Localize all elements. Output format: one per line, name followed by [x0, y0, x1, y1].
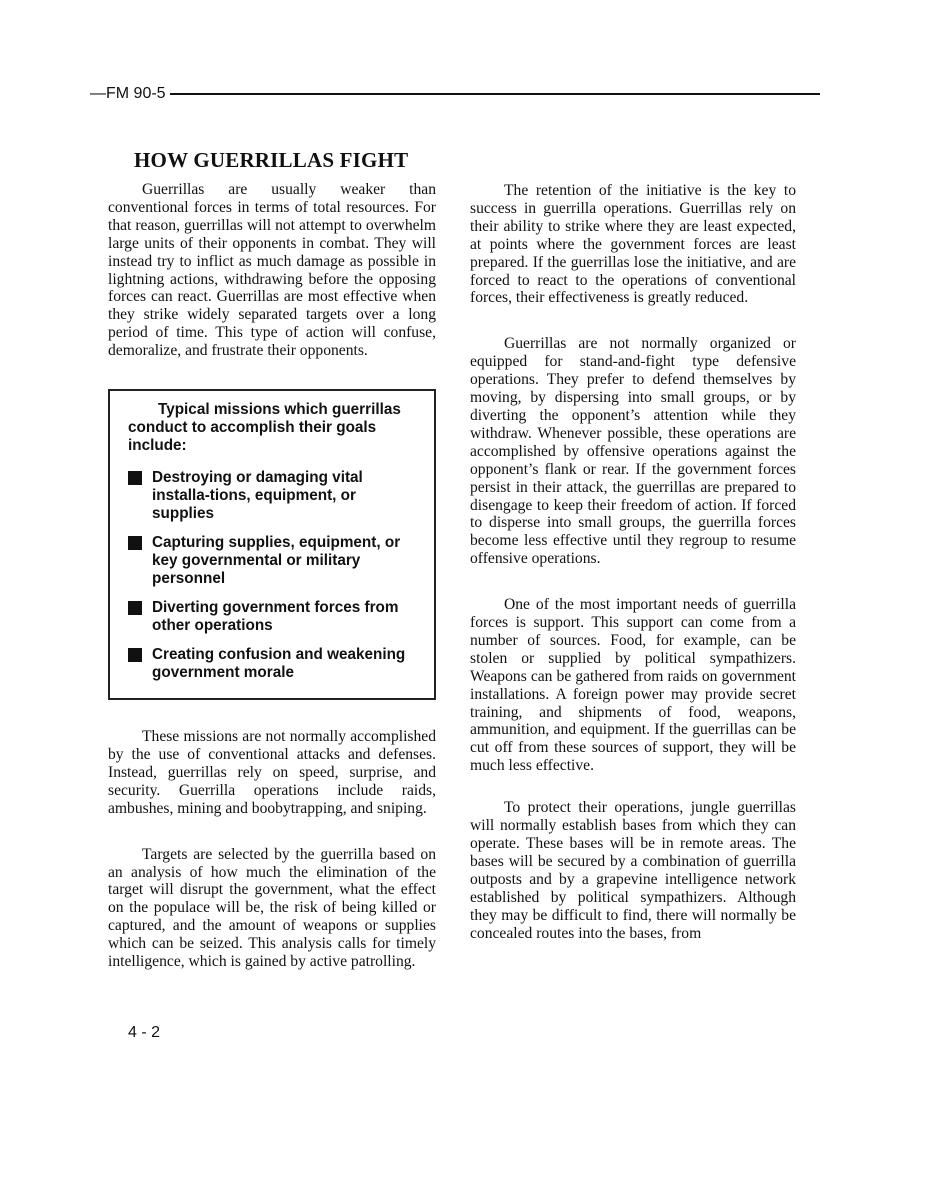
- square-bullet-icon: [128, 536, 142, 550]
- list-item-text: Capturing supplies, equipment, or key governmental or military personnel: [152, 534, 401, 588]
- right-paragraph-3: One of the most important needs of guerrilla forces is support. This support can come from a number of sources. Food, for example, can be stolen or supplied by political sympathizers. Weapons can be gathered from raids on government installations. A foreign power may provide secret training, and shipments of food, weapons, ammunition, and equipment. If the guerrillas can be cut off from these sources of support, they will be much less effective.: [470, 596, 796, 775]
- header-rule: [170, 93, 820, 95]
- list-item-text: Creating confusion and weakening government morale: [152, 646, 406, 682]
- missions-list: [128, 469, 422, 682]
- right-paragraph-1: The retention of the initiative is the key to success in guerrilla operations. Guerrillas rely on their ability to strike where they are least expected, at points where the government forces are least prepared. If the guerrillas lose the initiative, and are forced to react to the operations of conventional forces, their effectiveness is greatly reduced.: [470, 182, 796, 307]
- right-paragraph-2: Guerrillas are not normally organized or equipped for stand-and-fight type defensive operations. They prefer to defend themselves by moving, by dispersing into small groups, or by diverting the opponent’s attention while they withdraw. Whenever possible, these operations are accomplished by offensive operations against the opponent’s flank or rear. If the government forces persist in their attack, the guerrillas are prepared to disengage to keep their freedom of action. If forced to disperse into small groups, the guerrilla forces become less effective until they regroup to resume offensive operations.: [470, 335, 796, 568]
- list-item: [128, 534, 422, 588]
- right-column: [470, 182, 796, 942]
- left-paragraph-1: Guerrillas are usually weaker than conventional forces in terms of total resources. For that reason, guerrillas will not attempt to overwhelm large units of their opponents in combat. They will instead try to inflict as much damage as possible in lightning actions, withdrawing before the opposing forces can react. Guerrillas are most effective when they strike widely separated targets over a long period of time. This type of action will confuse, demoralize, and frustrate their opponents.: [108, 181, 436, 360]
- list-item-text: Destroying or damaging vital installa-tions, equipment, or supplies: [152, 469, 363, 523]
- page-number: 4 - 2: [128, 1024, 161, 1041]
- square-bullet-icon: [128, 471, 142, 485]
- missions-box: [108, 389, 436, 700]
- section-title: HOW GUERRILLAS FIGHT: [134, 148, 409, 172]
- list-item-text: Diverting government forces from other operations: [152, 599, 399, 635]
- square-bullet-icon: [128, 601, 142, 615]
- list-item: [128, 646, 422, 682]
- left-column: [108, 148, 436, 971]
- running-header: [90, 84, 820, 104]
- square-bullet-icon: [128, 648, 142, 662]
- right-paragraph-4: To protect their operations, jungle guerrillas will normally establish bases from which they can operate. These bases will be in remote areas. The bases will be secured by a combination of guerrilla outposts and by a grapevine intelligence network established by political sympathizers. Although they may be difficult to find, there will normally be concealed routes into the bases, from: [470, 799, 796, 942]
- list-item: [128, 599, 422, 635]
- header-label: —FM 90-5: [90, 84, 170, 104]
- missions-box-intro: Typical missions which guerrillas conduct to accomplish their goals include:: [128, 401, 401, 455]
- left-paragraph-3: Targets are selected by the guerrilla based on an analysis of how much the elimination of the target will disrupt the government, what the effect on the populace will be, the risk of being killed or captured, and the amount of weapons or supplies which can be seized. This analysis calls for timely intelligence, which is gained by active patrolling.: [108, 845, 436, 971]
- list-item: [128, 469, 422, 523]
- left-paragraph-2: These missions are not normally accomplished by the use of conventional attacks and defenses. Instead, guerrillas rely on speed, surprise, and security. Guerrilla operations include raids, ambushes, mining and boobytrapping, and sniping.: [108, 728, 436, 817]
